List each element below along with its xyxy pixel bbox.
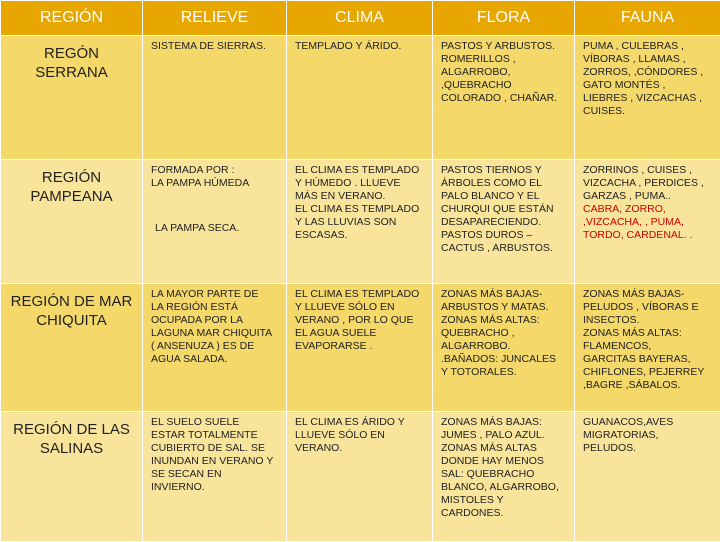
region-name: REGIÓN DE LAS SALINAS [1,412,142,458]
relieve-text: SISTEMA DE SIERRAS. [143,36,286,53]
region-cell [1,284,143,412]
flora-text: ZONAS MÁS BAJAS- ARBUSTOS Y MATAS. ZONAS MÁS ALTAS: QUEBRACHO , ALGARROBO. .BAÑADOS: JUNCALES Y TOTORALES. [433,284,574,379]
spacer [143,190,286,218]
header-relieve: RELIEVE [143,1,287,36]
header-clima: CLIMA [287,1,433,36]
fauna-cell [575,284,720,412]
relieve-cell [143,36,287,160]
region-name: REGÓN SERRANA [1,36,142,82]
flora-cell [433,160,575,284]
fauna-cell [575,160,720,284]
clima-text-seca: EL CLIMA ES TEMPLADO Y LAS LLUVIAS SON ESCASAS. [287,203,432,242]
fauna-text: ZONAS MÁS BAJAS- PELUDOS , VÍBORAS E INSECTOS. ZONAS MÁS ALTAS: FLAMENCOS, GARCITAS BAYERAS, CHIFLONES, PEJERREY ,BAGRE ,SÁBALOS. [575,284,720,392]
clima-cell [287,160,433,284]
relieve-text-humeda: FORMADA POR : LA PAMPA HÚMEDA [143,160,286,190]
table-row [1,284,720,412]
fauna-text-seca: CABRA, ZORRO, ,VIZCACHA, , PUMA, TORDO, CARDENAL. . [575,203,720,242]
flora-text: ZONAS MÁS BAJAS: JUMES , PALO AZUL. ZONAS MÁS ALTAS DONDE HAY MENOS SAL: QUEBRACHO BLANCO, ALGARROBO, MISTOLES Y CARDONES. [433,412,574,520]
fauna-cell [575,412,720,542]
relieve-text: EL SUELO SUELE ESTAR TOTALMENTE CUBIERTO DE SAL. SE INUNDAN EN VERANO Y SE SECAN EN INVIERNO. [143,412,286,494]
clima-text: TEMPLADO Y ÁRIDO. [287,36,432,53]
clima-text: EL CLIMA ES ÁRIDO Y LLUEVE SÓLO EN VERANO. [287,412,432,455]
fauna-text: PUMA , CULEBRAS , VÍBORAS , LLAMAS , ZORROS, ,CÓNDORES , GATO MONTÉS , LIEBRES , VIZCACHAS , CUISES. [575,36,720,118]
flora-text-humeda: PASTOS TIERNOS Y ÁRBOLES COMO EL PALO BLANCO Y EL CHURQUI QUE ESTÁN DESAPARECIENDO. [433,160,574,229]
relieve-cell [143,284,287,412]
region-cell [1,36,143,160]
header-region: REGIÓN [1,1,143,36]
region-name: REGIÓN DE MAR CHIQUITA [1,284,142,330]
fauna-text: GUANACOS,AVES MIGRATORIAS, PELUDOS. [575,412,720,455]
header-flora: FLORA [433,1,575,36]
clima-text: EL CLIMA ES TEMPLADO Y LLUEVE SÓLO EN VERANO , POR LO QUE EL AGUA SUELE EVAPORARSE . [287,284,432,353]
header-row [1,1,720,36]
region-name: REGIÓN PAMPEANA [1,160,142,206]
relieve-text-seca: LA PAMPA SECA. [143,218,286,235]
table-row [1,160,720,284]
table-row [1,36,720,160]
clima-cell [287,412,433,542]
clima-cell [287,36,433,160]
relieve-cell [143,412,287,542]
flora-cell [433,36,575,160]
relieve-cell [143,160,287,284]
flora-text: PASTOS Y ARBUSTOS. ROMERILLOS , ALGARROBO, ,QUEBRACHO COLORADO , CHAÑAR. [433,36,574,105]
flora-cell [433,284,575,412]
table-row [1,412,720,542]
region-cell [1,412,143,542]
clima-cell [287,284,433,412]
region-cell [1,160,143,284]
fauna-cell [575,36,720,160]
relieve-text: LA MAYOR PARTE DE LA REGIÓN ESTÁ OCUPADA POR LA LAGUNA MAR CHIQUITA ( ANSENUZA ) ES DE AGUA SALADA. [143,284,286,366]
fauna-text-humeda: ZORRINOS , CUISES , VIZCACHA , PERDICES , GARZAS , PUMA.. [575,160,720,203]
flora-text-seca: PASTOS DUROS – CACTUS , ARBUSTOS. [433,229,574,255]
header-fauna: FAUNA [575,1,720,36]
clima-text-humeda: EL CLIMA ES TEMPLADO Y HÚMEDO . LLUEVE MÁS EN VERANO. [287,160,432,203]
flora-cell [433,412,575,542]
